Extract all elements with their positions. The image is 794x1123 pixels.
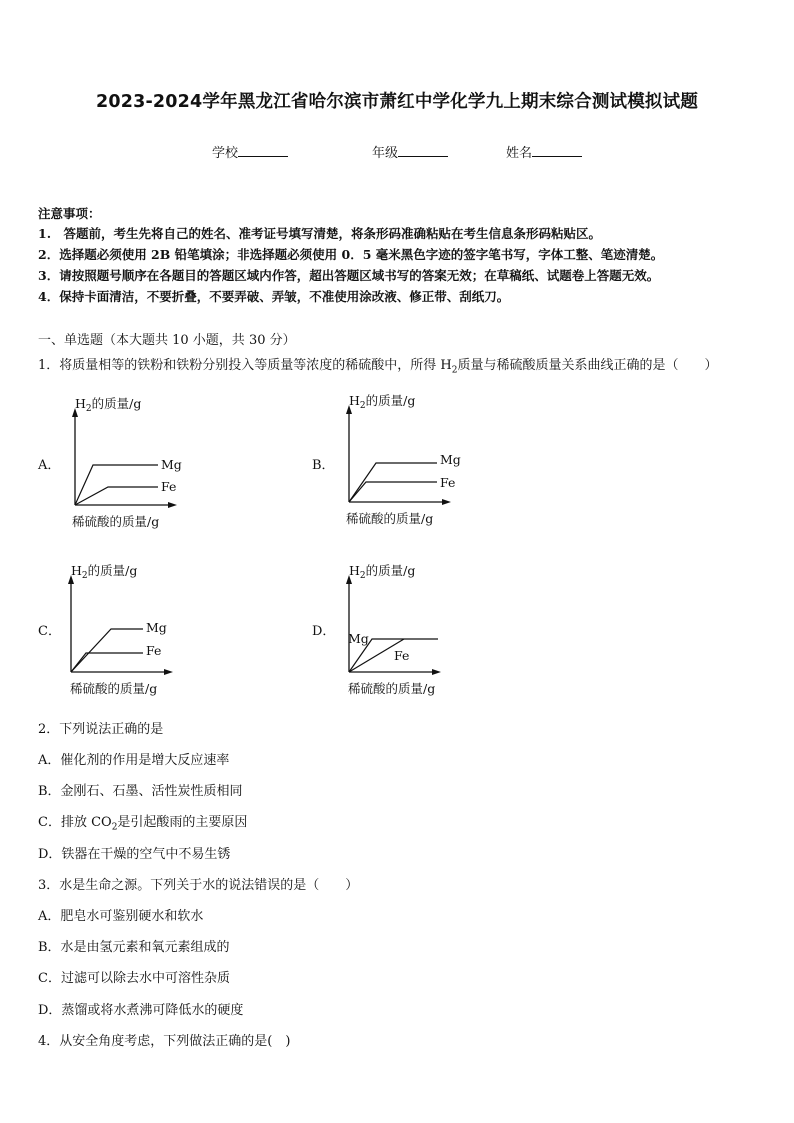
name-label: 姓名 [506,146,533,161]
section-heading: 一、单选题（本大题共 10 小题，共 30 分） [38,333,296,348]
school-field [212,142,288,161]
school-blank [238,144,288,157]
notice-item-3: 3．请按照题号顺序在各题目的答题区域内作答，超出答题区域书写的答案无效；在草稿纸、试题卷上答题无效。 [38,268,660,283]
graph-c-x-arrow [164,669,173,675]
notice-item-4: 4．保持卡面清洁，不要折叠，不要弄破、弄皱，不准使用涂改液、修正带、刮纸刀。 [38,289,510,304]
page-title: 2023-2024学年黑龙江省哈尔滨市萧红中学化学九上期末综合测试模拟试题 [95,92,699,112]
graph-a-mg-line [75,465,158,505]
grade-label: 年级 [372,146,399,161]
question-1-stem [38,354,718,376]
graph-c-mg-line [71,629,143,672]
grade-blank [398,144,448,157]
graph-b-ylabel: $H_2$的质量/g [349,393,416,411]
graph-b-fe-label: Fe [440,475,456,490]
question-2-stem: 2．下列说法正确的是 [38,722,164,737]
q3-option-b: B．水是由氢元素和氧元素组成的 [38,940,230,955]
graph-b-x-arrow [442,499,451,505]
q1-option-b: B． [312,458,335,473]
graph-d-mg-label: Mg [348,631,369,646]
graph-a-ylabel: $H_2$的质量/g [75,396,142,414]
q2-option-c-pre: C．排放 CO [38,815,112,830]
graph-a-xlabel: 稀硫酸的质量/g [72,514,160,529]
q2-option-d: D．铁器在干燥的空气中不易生锈 [38,847,231,862]
q2-option-b: B．金刚石、石墨、活性炭性质相同 [38,784,243,799]
q1-stem-pre: 1．将质量相等的铁粉和铁粉分别投入等质量等浓度的稀硫酸中，所得 H [38,358,452,373]
notice-heading: 注意事项： [38,206,101,221]
q1-option-a: A． [38,458,61,473]
grade-field [372,142,448,161]
graph-b-mg-label: Mg [440,452,461,467]
graph-d-xlabel: 稀硫酸的质量/g [348,681,436,696]
q2-option-c [38,811,247,833]
q1-option-c: C． [38,624,61,639]
q3-option-a: A．肥皂水可鉴别硬水和软水 [38,909,204,924]
notice-item-2: 2．选择题必须使用 2B 铅笔填涂；非选择题必须使用 0．5 毫米黑色字迹的签字笔书写，字体工整、笔迹清楚。 [38,247,664,262]
q2-option-c-post: 是引起酸雨的主要原因 [117,815,248,830]
name-blank [532,144,582,157]
graph-b [334,387,524,537]
graph-c-ylabel: $H_2$的质量/g [71,563,138,581]
graph-c [56,557,246,707]
graph-d-fe-label: Fe [394,648,410,663]
q2-option-c-sub: 2 [111,822,118,833]
graph-a-fe-label: Fe [161,479,177,494]
graph-c-mg-label: Mg [146,620,167,635]
graph-d [334,557,524,707]
graph-a-mg-label: Mg [161,457,182,472]
question-4-stem: 4．从安全角度考虑，下列做法正确的是( ) [38,1034,291,1049]
question-3-stem: 3．水是生命之源。下列关于水的说法错误的是（ ） [38,878,359,893]
graph-a [60,390,250,540]
name-field [506,142,582,161]
graph-a-x-arrow [168,502,177,508]
graph-b-xlabel: 稀硫酸的质量/g [346,511,434,526]
q3-option-d: D．蒸馏或将水煮沸可降低水的硬度 [38,1003,244,1018]
q2-option-a: A．催化剂的作用是增大反应速率 [38,753,230,768]
graph-a-fe-line [75,487,158,505]
q1-stem-post: 质量与稀硫酸质量关系曲线正确的是（ ） [457,358,718,373]
q3-option-c: C．过滤可以除去水中可溶性杂质 [38,971,230,986]
graph-c-fe-label: Fe [146,643,162,658]
school-label: 学校 [212,146,239,161]
graph-c-fe-line [71,653,143,672]
q1-stem-sub: 2 [451,365,458,376]
graph-b-fe-line [349,482,437,502]
graph-d-x-arrow [432,669,441,675]
graph-d-ylabel: $H_2$的质量/g [349,563,416,581]
graph-c-xlabel: 稀硫酸的质量/g [70,681,158,696]
q1-option-d: D． [312,624,336,639]
notice-item-1: 1. 答题前，考生先将自己的姓名、准考证号填写清楚，将条形码准确粘贴在考生信息条形码粘贴区。 [38,226,602,241]
